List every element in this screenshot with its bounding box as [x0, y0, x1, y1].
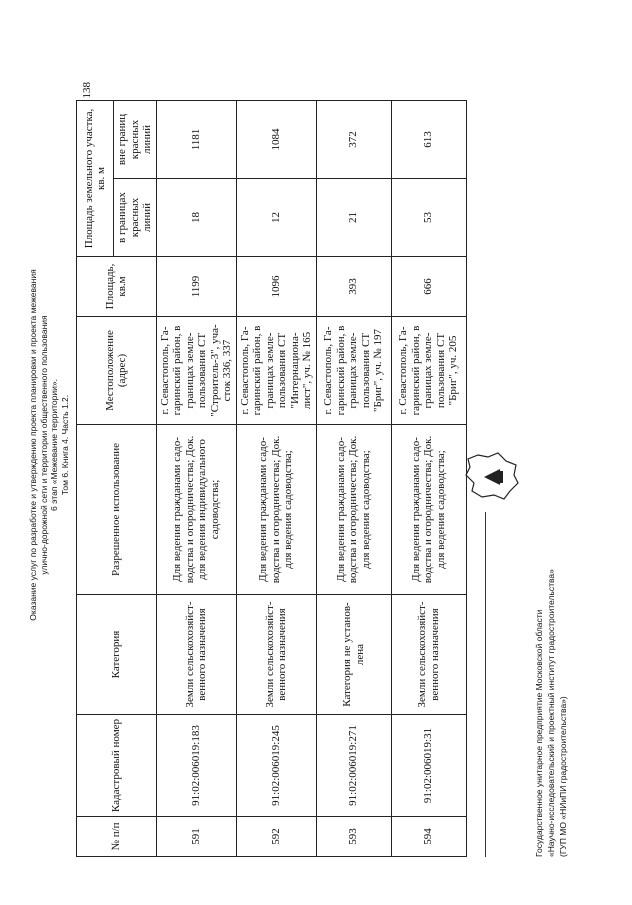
cell-category: Земли сельскохозяйст-венного назначения — [236, 595, 316, 715]
footer-line-2: «Научно-исследовательский и проектный институт градостроительства» — [546, 569, 556, 857]
cell-category: Земли сельскохозяйст-венного назначения — [391, 595, 466, 715]
document-footer — [533, 569, 569, 857]
cell-category: Категория не установ-лена — [316, 595, 391, 715]
cell-outside: 613 — [391, 100, 466, 178]
table-row — [236, 100, 316, 856]
cell-outside: 372 — [316, 100, 391, 178]
header-line-4: Том 6. Книга 4. Часть 1.2. — [59, 394, 70, 496]
header-line-3: 6 этап «Межевание территории». — [49, 379, 59, 511]
cell-num: 592 — [236, 817, 316, 857]
header-area: Площадь, кв.м — [77, 257, 157, 317]
header-location: Местоположение (адрес) — [77, 317, 157, 425]
cell-location: г. Севастополь, Га-гаринский район, в границах земле-пользования СТ "Бриг", уч. № 197 — [316, 317, 391, 425]
land-plots-table — [76, 100, 467, 857]
cell-cadastral: 91:02:006019:245 — [236, 715, 316, 817]
header-within: в границах красных линий — [114, 179, 157, 257]
table-row — [156, 100, 236, 856]
footer-line-3: (ГУП МО «НИиПИ градостроительства») — [558, 696, 568, 857]
header-outside: вне границ красных линий — [114, 100, 157, 178]
table-row — [391, 100, 466, 856]
cell-num: 593 — [316, 817, 391, 857]
cell-category: Земли сельскохозяйст-венного назначения — [156, 595, 236, 715]
header-line-1: Оказание услуг по разработке и утверждению проекта планировки и проекта межевания — [28, 269, 38, 621]
header-num: № п/п — [77, 817, 157, 857]
header-cadastral: Кадастровый номер — [77, 715, 157, 817]
cell-usage: Для ведения гражданами садо-водства и огородничества; Док. для ведения садоводства; — [316, 425, 391, 595]
cell-within: 18 — [156, 179, 236, 257]
cell-area: 1199 — [156, 257, 236, 317]
cell-within: 21 — [316, 179, 391, 257]
cell-within: 12 — [236, 179, 316, 257]
cell-area: 1096 — [236, 257, 316, 317]
table-row — [316, 100, 391, 856]
cell-location: г. Севастополь, Га-гаринский район, в границах земле-пользования СТ "Интернациона-лист", уч. № 165 — [236, 317, 316, 425]
cell-cadastral: 91:02:006019:183 — [156, 715, 236, 817]
header-land-area-group: Площадь земельного участка, кв. м — [77, 100, 114, 256]
header-line-2: улично-дорожной сети и территории общественного пользования — [38, 315, 49, 575]
cell-outside: 1181 — [156, 100, 236, 178]
cell-area: 393 — [316, 257, 391, 317]
cell-cadastral: 91:02:006019:31 — [391, 715, 466, 817]
cell-cadastral: 91:02:006019:271 — [316, 715, 391, 817]
cell-usage: Для ведения гражданами садо-водства и огородничества; Док. для ведения индивидуального садоводства; — [156, 425, 236, 595]
cell-location: г. Севастополь, Га-гаринский район, в границах земле-пользования СТ "Бриг", уч. 205 — [391, 317, 466, 425]
cell-area: 666 — [391, 257, 466, 317]
header-category: Категория — [77, 595, 157, 715]
institute-logo-icon — [462, 449, 522, 505]
cell-usage: Для ведения гражданами садо-водства и огородничества; Док. для ведения садоводства; — [236, 425, 316, 595]
cell-within: 53 — [391, 179, 466, 257]
document-header — [28, 95, 70, 795]
footer-line-1: Государственное унитарное предприятие Московской области — [534, 609, 544, 857]
page-number: 138 — [81, 82, 93, 99]
header-usage: Разрешенное использование — [77, 425, 157, 595]
footer-divider — [485, 512, 486, 857]
cell-outside: 1084 — [236, 100, 316, 178]
cell-num: 594 — [391, 817, 466, 857]
cell-num: 591 — [156, 817, 236, 857]
cell-location: г. Севастополь, Га-гаринский район, в границах земле-пользования СТ "Строитель-3", уча-сток 336, 337 — [156, 317, 236, 425]
cell-usage: Для ведения гражданами садо-водства и огородничества; Док. для ведения садоводства; — [391, 425, 466, 595]
